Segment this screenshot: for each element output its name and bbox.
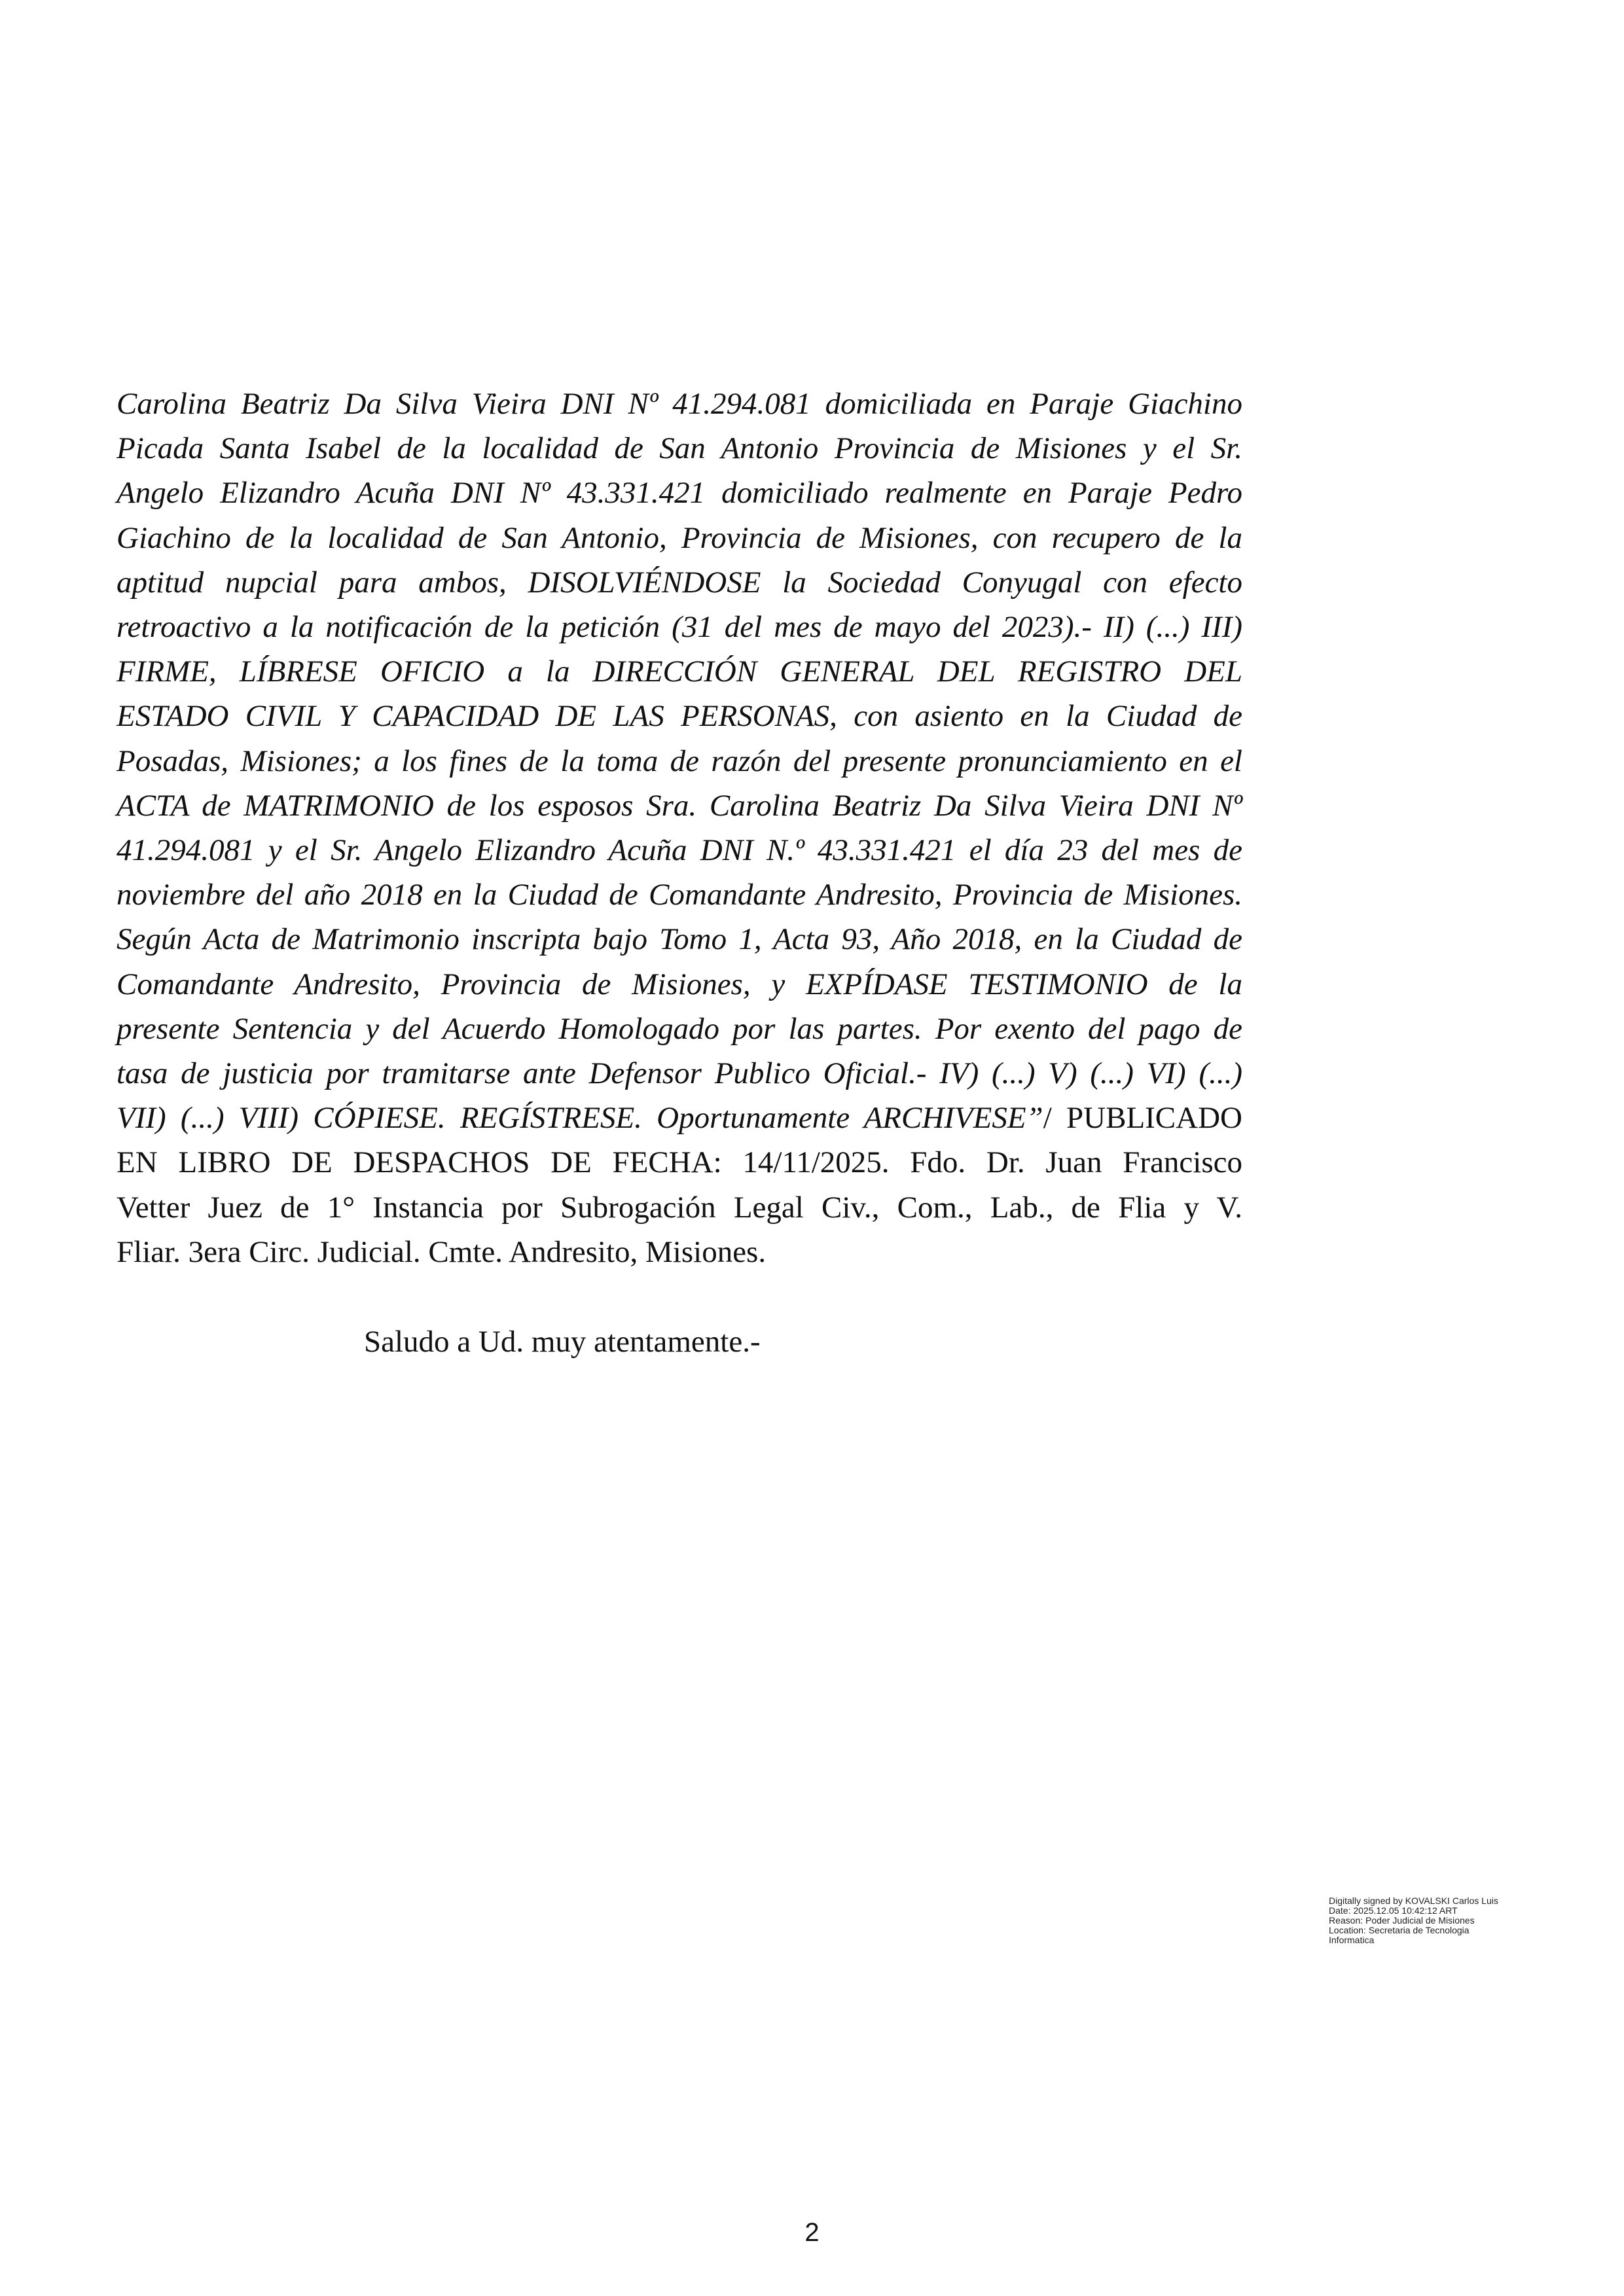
body-line: Giachino de la localidad de San Antonio, Provincia de Misiones, con recupero de la (117, 520, 1242, 555)
body-line: EN LIBRO DE DESPACHOS DE FECHA: 14/11/2025. Fdo. Dr. Juan Francisco (117, 1145, 1242, 1180)
body-line: FIRME, LÍBRESE OFICIO a la DIRECCIÓN GENERAL DEL REGISTRO DEL (117, 655, 1242, 689)
body-line: 41.294.081 y el Sr. Angelo Elizandro Acuña DNI N.º 43.331.421 el día 23 del mes de (117, 833, 1242, 868)
body-line-mixed (117, 1096, 1242, 1140)
digital-signature-stamp (1329, 1896, 1551, 1945)
body-line: ACTA de MATRIMONIO de los esposos Sra. Carolina Beatriz Da Silva Vieira DNI Nº (117, 788, 1242, 823)
body-line: Angelo Elizandro Acuña DNI Nº 43.331.421 domiciliado realmente en Paraje Pedro (117, 476, 1242, 511)
body-line: ESTADO CIVIL Y CAPACIDAD DE LAS PERSONAS, con asiento en la Ciudad de (117, 699, 1242, 734)
body-line: retroactivo a la notificación de la petición (31 del mes de mayo del 2023).- II) (...) III) (117, 610, 1242, 645)
body-line: Fliar. 3era Circ. Judicial. Cmte. Andresito, Misiones. (117, 1234, 767, 1269)
body-line: Según Acta de Matrimonio inscripta bajo Tomo 1, Acta 93, Año 2018, en la Ciudad de (117, 922, 1242, 957)
signature-line: Reason: Poder Judicial de Misiones (1329, 1915, 1475, 1926)
body-line: Picada Santa Isabel de la localidad de San Antonio Provincia de Misiones y el Sr. (117, 431, 1242, 466)
body-line: Carolina Beatriz Da Silva Vieira DNI Nº 41.294.081 domiciliada en Paraje Giachino (117, 387, 1242, 421)
body-line: Posadas, Misiones; a los fines de la toma de razón del presente pronunciamiento en el (117, 744, 1242, 778)
body-line: tasa de justicia por tramitarse ante Defensor Publico Oficial.- IV) (...) V) (...) VI) (...) (117, 1056, 1242, 1091)
signature-line: Date: 2025.12.05 10:42:12 ART (1329, 1905, 1458, 1916)
document-body (117, 382, 1242, 1274)
closing-greeting: Saludo a Ud. muy atentamente.- (364, 1325, 761, 1359)
body-line: Comandante Andresito, Provincia de Misiones, y EXPÍDASE TESTIMONIO de la (117, 967, 1242, 1001)
signature-line: Informatica (1329, 1935, 1375, 1945)
body-line: presente Sentencia y del Acuerdo Homologado por las partes. Por exento del pago de (117, 1011, 1242, 1046)
page-number: 2 (804, 2218, 820, 2247)
body-line: noviembre del año 2018 en la Ciudad de Comandante Andresito, Provincia de Misiones. (117, 878, 1242, 912)
body-line-roman-part: / PUBLICADO (1043, 1101, 1242, 1136)
body-line-italic-part: VII) (...) VIII) CÓPIESE. REGÍSTRESE. Oportunamente ARCHIVESE” (117, 1101, 1043, 1136)
signature-line: Location: Secretaria de Tecnologia (1329, 1925, 1470, 1935)
body-line: aptitud nupcial para ambos, DISOLVIÉNDOSE la Sociedad Conyugal con efecto (117, 565, 1242, 600)
signature-line: Digitally signed by KOVALSKI Carlos Luis (1329, 1895, 1498, 1906)
body-line: Vetter Juez de 1° Instancia por Subrogación Legal Civ., Com., Lab., de Flia y V. (117, 1190, 1242, 1225)
